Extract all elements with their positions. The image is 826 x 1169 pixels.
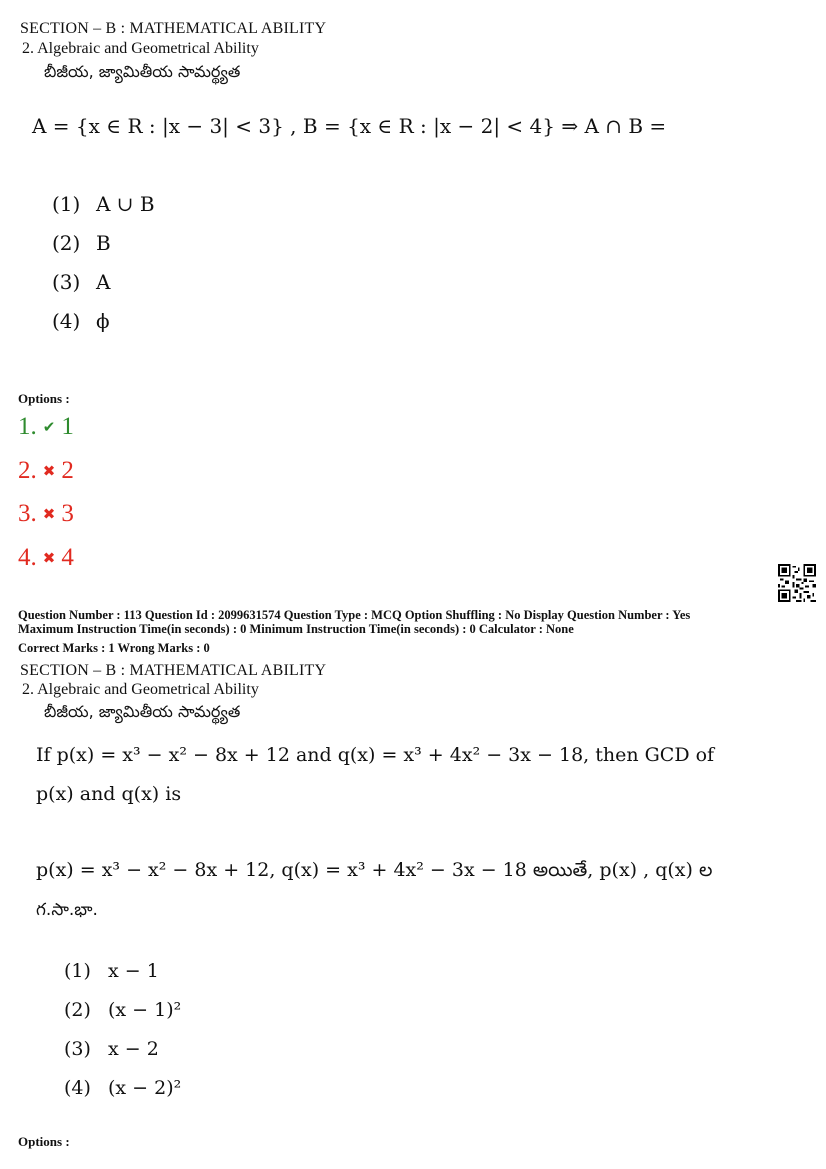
q2-telugu-question-line-1: p(x) = x³ − x² − 8x + 12, q(x) = x³ + 4x² − 3x − 18 అయితే, p(x) , q(x) ల xyxy=(36,859,713,881)
q2-choice-1: (1) x − 1 xyxy=(64,960,159,982)
q1-choice-4: (4) ϕ xyxy=(52,309,110,333)
check-icon: ✔ xyxy=(42,420,56,436)
cross-icon: ✖ xyxy=(42,551,56,567)
q1-telugu-subsection: బీజీయ, జ్యామితీయ సామర్థ్యత xyxy=(44,62,241,81)
qr-code-icon xyxy=(778,564,816,602)
question-meta-line-2: Maximum Instruction Time(in seconds) : 0 Minimum Instruction Time(in seconds) : 0 Calculator : None xyxy=(18,622,574,636)
q1-subsection: 2. Algebraic and Geometrical Ability xyxy=(22,40,259,57)
q2-choice-2: (2) (x − 1)² xyxy=(64,999,182,1021)
q2-subsection: 2. Algebraic and Geometrical Ability xyxy=(22,681,259,698)
q1-choice-3: (3) A xyxy=(52,270,111,294)
q2-telugu-question-line-2: గ.సా.భా. xyxy=(36,900,98,920)
q2-section-title: SECTION – B : MATHEMATICAL ABILITY xyxy=(20,662,327,679)
q1-answer-2: 2. ✖ 2 xyxy=(18,457,74,484)
q2-telugu-subsection: బీజీయ, జ్యామితీయ సామర్థ్యత xyxy=(44,702,241,721)
q1-question: A = {x ∈ R : |x − 3| < 3} , B = {x ∈ R : |x − 2| < 4} ⇒ A ∩ B = xyxy=(32,114,667,138)
q1-section-title: SECTION – B : MATHEMATICAL ABILITY xyxy=(20,20,327,37)
cross-icon: ✖ xyxy=(42,464,56,480)
q2-question-line-1: If p(x) = x³ − x² − 8x + 12 and q(x) = x³ + 4x² − 3x − 18, then GCD of xyxy=(36,744,715,766)
q1-answer-1: 1. ✔ 1 xyxy=(18,413,74,440)
q1-answer-3: 3. ✖ 3 xyxy=(18,500,74,527)
q1-options-label: Options : xyxy=(18,391,70,406)
q2-options-label: Options : xyxy=(18,1134,70,1149)
q1-choice-2: (2) B xyxy=(52,231,111,255)
question-meta-line-3: Correct Marks : 1 Wrong Marks : 0 xyxy=(18,641,210,655)
q2-choice-4: (4) (x − 2)² xyxy=(64,1077,182,1099)
q2-question-line-2: p(x) and q(x) is xyxy=(36,783,182,805)
question-meta-line-1: Question Number : 113 Question Id : 2099631574 Question Type : MCQ Option Shuffling : No Display Question Number : Yes xyxy=(18,608,691,622)
q1-answer-4: 4. ✖ 4 xyxy=(18,544,74,571)
cross-icon: ✖ xyxy=(42,507,56,523)
q1-choice-1: (1) A ∪ B xyxy=(52,192,155,216)
q2-choice-3: (3) x − 2 xyxy=(64,1038,159,1060)
